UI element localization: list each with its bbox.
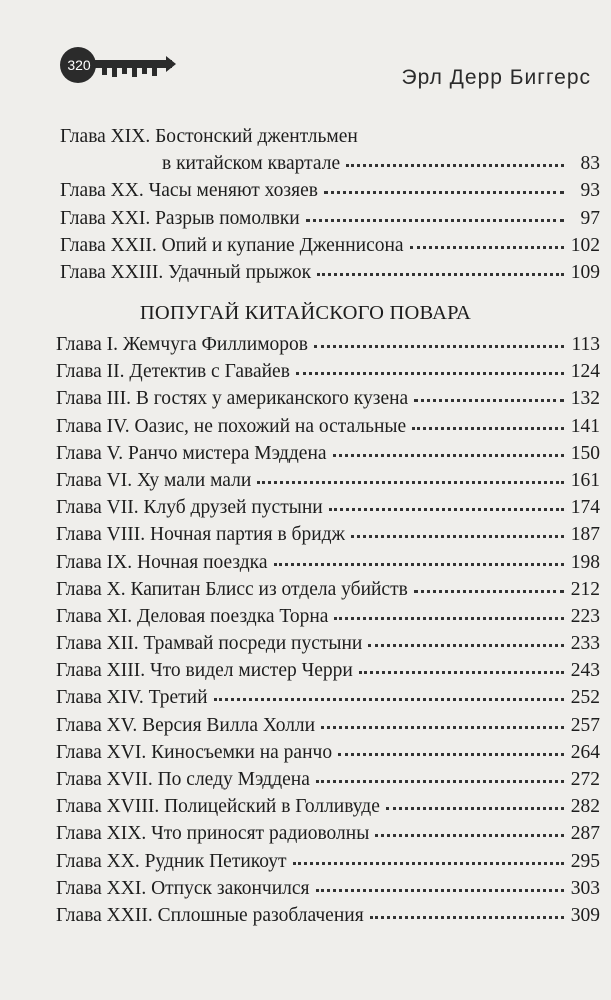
toc-entry-title: Глава XXIII. Удачный прыжок xyxy=(60,261,312,283)
toc-entry xyxy=(56,687,600,714)
toc-entry xyxy=(56,851,600,878)
toc-entry xyxy=(56,796,600,823)
toc-entry-page: 252 xyxy=(570,687,600,709)
toc-entry-title: Глава XII. Трамвай посреди пустыни xyxy=(56,633,363,655)
dot-leader xyxy=(316,776,564,783)
toc-entry-page: 161 xyxy=(570,469,600,491)
toc-entry-page: 295 xyxy=(570,850,600,872)
toc-entry xyxy=(60,180,600,207)
toc-entry xyxy=(56,579,600,606)
toc-entry-title: Глава XIII. Что видел мистер Черри xyxy=(56,660,353,682)
toc-entry-title: в китайском квартале xyxy=(162,153,341,175)
toc-entry-page: 257 xyxy=(570,714,600,736)
toc-entry xyxy=(56,470,600,497)
toc-entry-title: Глава VII. Клуб друзей пустыни xyxy=(56,497,323,519)
toc-entry-title: Глава XIX. Бостонский джентльмен xyxy=(60,126,358,147)
dot-leader xyxy=(214,694,564,701)
dot-leader xyxy=(293,858,564,865)
toc-entry xyxy=(56,769,600,796)
toc-entry-title: Глава XVII. По следу Мэддена xyxy=(56,769,310,790)
toc-entry-page: 243 xyxy=(570,660,600,682)
toc-entry xyxy=(56,905,600,932)
dot-leader xyxy=(321,722,564,729)
running-head-author: Эрл Дерр Биггерс xyxy=(401,66,591,89)
toc-entry-page: 124 xyxy=(570,361,600,383)
toc-entry-page: 113 xyxy=(571,334,600,355)
dot-leader xyxy=(274,559,565,566)
dot-leader xyxy=(412,423,564,430)
toc-entry xyxy=(60,153,600,180)
toc-entry xyxy=(56,334,600,361)
toc-entry-title: Глава XV. Версия Вилла Холли xyxy=(56,714,316,736)
toc-entry-page: 198 xyxy=(570,551,600,573)
toc-entry-page: 187 xyxy=(570,524,600,546)
toc-entry-title: Глава III. В гостях у американского кузена xyxy=(56,388,409,410)
toc-entry-page: 309 xyxy=(570,904,600,926)
dot-leader xyxy=(370,912,564,919)
toc-entry-title: Глава IX. Ночная поездка xyxy=(56,551,268,573)
toc-entry-title: Глава I. Жемчуга Филлиморов xyxy=(56,334,309,355)
dot-leader xyxy=(296,368,564,375)
toc-entry-title: Глава XVIII. Полицейский в Голливуде xyxy=(56,796,380,818)
toc-entry-title: Глава V. Ранчо мистера Мэддена xyxy=(56,442,327,464)
toc-entry xyxy=(60,126,600,153)
toc-section-1 xyxy=(60,126,600,289)
toc-entry-page: 97 xyxy=(580,207,600,229)
toc-entry xyxy=(56,715,600,742)
toc-entry-title: Глава XX. Часы меняют хозяев xyxy=(60,180,318,202)
toc-entry xyxy=(56,606,600,633)
dot-leader xyxy=(329,504,564,511)
dot-leader xyxy=(414,586,564,593)
toc-entry-title: Глава XX. Рудник Петикоут xyxy=(56,850,287,872)
toc-entry-page: 102 xyxy=(570,234,600,256)
toc-entry xyxy=(56,742,600,769)
dot-leader xyxy=(314,341,564,348)
toc-entry xyxy=(56,823,600,850)
toc-entry xyxy=(56,524,600,551)
toc-entry xyxy=(56,497,600,524)
toc-entry-page: 132 xyxy=(570,388,600,410)
section-heading: ПОПУГАЙ КИТАЙСКОГО ПОВАРА xyxy=(139,302,472,324)
toc-entry xyxy=(56,633,600,660)
dot-leader xyxy=(324,187,564,194)
toc-entry-title: Глава X. Капитан Блисс из отдела убийств xyxy=(56,578,408,600)
toc-entry-page: 272 xyxy=(570,769,600,790)
dot-leader xyxy=(368,640,564,647)
dot-leader xyxy=(375,830,564,837)
dot-leader xyxy=(316,885,565,892)
toc-entry xyxy=(60,235,600,262)
toc-entry-title: Глава VI. Ху мали мали xyxy=(56,469,252,491)
toc-entry xyxy=(56,878,600,905)
dot-leader xyxy=(346,160,564,167)
dot-leader xyxy=(306,215,564,222)
toc-entry-title: Глава XXI. Разрыв помолвки xyxy=(60,207,300,229)
toc-entry-page: 93 xyxy=(580,180,600,202)
toc-entry-title: Глава XXII. Опий и купание Дженнисона xyxy=(60,234,404,256)
dot-leader xyxy=(334,613,564,620)
toc-entry-page: 303 xyxy=(570,877,600,899)
toc-entry-page: 83 xyxy=(580,153,600,175)
toc-entry-title: Глава IV. Оазис, не похожий на остальные xyxy=(56,415,407,437)
toc-section-2 xyxy=(56,334,600,932)
toc-entry-page: 287 xyxy=(570,823,600,845)
toc-entry-page: 174 xyxy=(570,497,600,519)
toc-entry-title: Глава XI. Деловая поездка Торна xyxy=(56,605,329,627)
page-number: 320 xyxy=(67,57,91,73)
toc-entry xyxy=(60,208,600,235)
toc-entry-title: Глава XXII. Сплошные разоблачения xyxy=(56,904,364,926)
toc-entry xyxy=(56,443,600,470)
toc-entry xyxy=(56,416,600,443)
toc-entry-title: Глава XIX. Что приносят радиоволны xyxy=(56,823,370,845)
dot-leader xyxy=(257,477,564,484)
dot-leader xyxy=(359,667,564,674)
toc-entry-title: Глава II. Детектив с Гавайев xyxy=(56,361,290,383)
toc-entry xyxy=(56,361,600,388)
dot-leader xyxy=(351,531,564,538)
toc-entry-title: Глава XXI. Отпуск закончился xyxy=(56,877,310,899)
dot-leader xyxy=(333,450,564,457)
toc-entry xyxy=(56,388,600,415)
toc-entry-page: 109 xyxy=(570,261,600,283)
toc-entry-page: 150 xyxy=(570,442,600,464)
dot-leader xyxy=(338,749,564,756)
toc-entry-title: Глава VIII. Ночная партия в бридж xyxy=(56,524,346,546)
toc-entry xyxy=(60,262,600,289)
toc-entry-title: Глава XIV. Третий xyxy=(56,687,208,709)
toc-entry-title: Глава XVI. Киносъемки на ранчо xyxy=(56,741,333,763)
toc-entry-page: 264 xyxy=(570,741,600,763)
dot-leader xyxy=(317,269,564,276)
toc-entry-page: 141 xyxy=(570,415,600,437)
toc-entry-page: 223 xyxy=(570,605,600,627)
toc-entry-page: 282 xyxy=(570,796,600,818)
toc-entry xyxy=(56,552,600,579)
dot-leader xyxy=(410,242,564,249)
dot-leader xyxy=(386,803,564,810)
dot-leader xyxy=(414,395,564,402)
toc-entry xyxy=(56,660,600,687)
toc-entry-page: 233 xyxy=(570,633,600,655)
toc-entry-page: 212 xyxy=(570,578,600,600)
